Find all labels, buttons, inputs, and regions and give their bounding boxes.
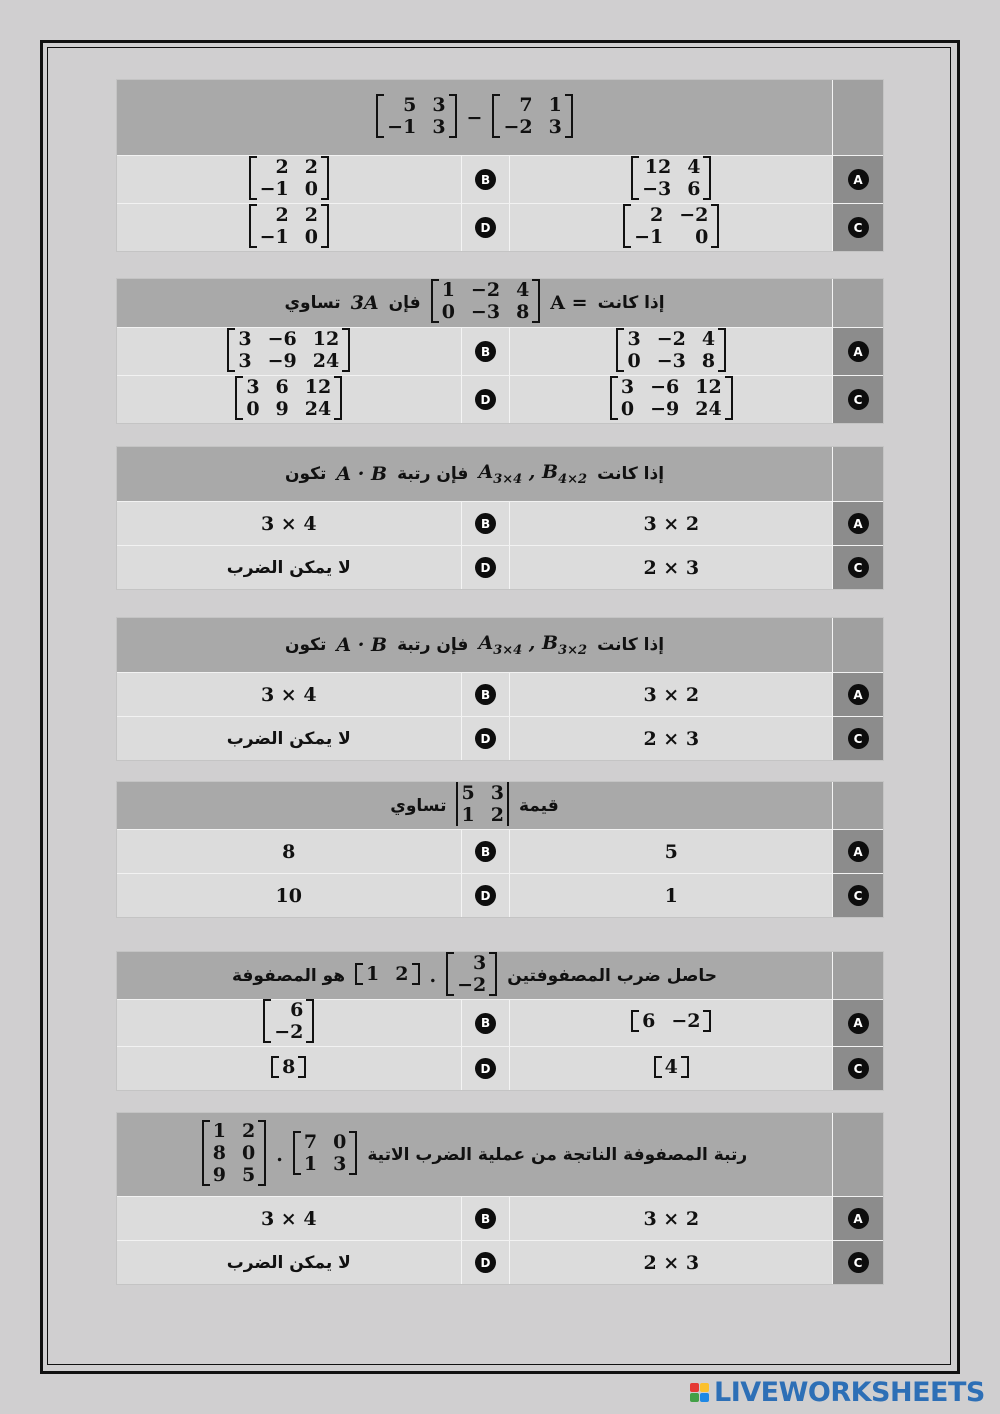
option-a-badge[interactable]: A (848, 169, 869, 190)
stem-matrix (376, 94, 456, 142)
matrix-cell: 2 (650, 203, 664, 226)
question-text: حاصل ضرب المصفوفتين (507, 965, 718, 986)
question-text: إذا كانت (597, 635, 665, 655)
option-text: 3 × 4 (260, 1207, 317, 1230)
matrix-cell: 9 (275, 397, 289, 420)
matrix-cell: 2 (304, 203, 318, 226)
expression: 3A (350, 292, 379, 314)
matrix-cell: 12 (695, 375, 722, 398)
stem-matrix (293, 1131, 357, 1179)
matrix-cell: −3 (470, 301, 501, 323)
matrix-cell: −1 (259, 225, 289, 248)
option-d[interactable] (117, 546, 461, 589)
option-text: 3 × 4 (260, 683, 317, 706)
option-matrix (263, 999, 314, 1047)
question-1 (116, 79, 884, 252)
matrix-cell: 0 (304, 177, 318, 200)
option-b-badge[interactable]: B (475, 1208, 496, 1229)
matrix-cell: −9 (650, 397, 680, 420)
matrix-cell: 1 (366, 962, 380, 985)
matrix-cell: 0 (333, 1130, 347, 1153)
question-7 (116, 1112, 884, 1285)
option-row (117, 829, 883, 873)
question-text: تكون (284, 635, 327, 655)
matrix-cell: 2 (275, 203, 289, 226)
option-row (117, 1196, 883, 1240)
option-d-badge[interactable]: D (475, 217, 496, 238)
option-c-badge[interactable]: C (848, 217, 869, 238)
operator: − (466, 106, 483, 129)
option-d[interactable] (117, 1047, 461, 1090)
question-row (117, 952, 883, 999)
option-b[interactable] (117, 502, 461, 545)
option-a[interactable] (510, 673, 832, 716)
matrix-cell: 1 (441, 279, 455, 301)
option-a[interactable] (510, 1197, 832, 1240)
matrix-cell: 4 (687, 155, 701, 178)
matrix-cell: 3 (432, 115, 446, 138)
question-row (117, 1113, 883, 1196)
option-d-badge[interactable]: D (475, 389, 496, 410)
option-c-badge[interactable]: C (848, 885, 869, 906)
option-b-badge[interactable]: B (475, 1013, 496, 1034)
matrix-cell: 4 (701, 327, 716, 350)
question-row (117, 782, 883, 829)
option-b[interactable] (117, 830, 461, 873)
option-row (117, 375, 883, 423)
option-matrix (235, 376, 342, 424)
matrix-cell: −2 (656, 327, 686, 350)
option-matrix (623, 204, 719, 252)
stem-matrix (355, 963, 419, 989)
liveworksheets-logo (690, 1377, 985, 1408)
matrix-cell: 1 (212, 1119, 227, 1142)
matrix-cell: 9 (212, 1163, 227, 1186)
option-matrix (631, 1010, 711, 1036)
matrix-cell: 5 (461, 781, 475, 804)
option-row (117, 999, 883, 1046)
question-4 (116, 617, 884, 761)
option-b-badge[interactable]: B (475, 341, 496, 362)
option-d-badge[interactable]: D (475, 885, 496, 906)
expression: A · B (336, 634, 388, 656)
option-c[interactable] (510, 376, 832, 423)
question-text: تساوي (284, 293, 341, 313)
matrix-cell: 24 (312, 349, 340, 372)
matrix-cell: 0 (304, 225, 318, 248)
question-text: قيمة (518, 795, 559, 816)
option-c[interactable] (510, 204, 832, 251)
matrix-cell: 24 (304, 397, 332, 420)
matrix-cell: 6 (275, 375, 289, 398)
option-d[interactable] (117, 717, 461, 760)
matrix-cell: 3 (432, 93, 446, 116)
option-a[interactable] (510, 328, 832, 375)
option-text: 3 × 2 (643, 512, 700, 535)
option-b[interactable] (117, 673, 461, 716)
matrix-cell: 7 (519, 93, 533, 116)
dot-operator: . (276, 1143, 283, 1166)
option-text: 5 (664, 840, 678, 863)
option-a-badge[interactable]: A (848, 841, 869, 862)
dot-operator: . (429, 964, 437, 987)
option-a-badge[interactable]: A (848, 513, 869, 534)
matrix-cell: 24 (695, 397, 722, 420)
option-row (117, 716, 883, 760)
option-c[interactable] (510, 546, 832, 589)
option-row (117, 873, 883, 917)
option-matrix (616, 328, 726, 376)
option-matrix (227, 328, 350, 376)
option-b-badge[interactable]: B (475, 684, 496, 705)
option-b-badge[interactable]: B (475, 841, 496, 862)
matrix-cell: 0 (242, 1141, 256, 1164)
expression: A · B (336, 463, 388, 485)
option-d-badge[interactable]: D (475, 557, 496, 578)
option-text: 8 (282, 840, 296, 863)
question-row (117, 618, 883, 672)
matrix-name: A = (550, 292, 588, 314)
matrix-cell: 2 (242, 1119, 256, 1142)
option-matrix (654, 1056, 689, 1082)
option-matrix (249, 156, 329, 204)
matrix-cell: 0 (246, 397, 260, 420)
question-text: هو المصفوفة (231, 965, 346, 986)
question-text: إذا كانت (597, 464, 665, 484)
determinant (456, 782, 508, 830)
matrix-cell: −6 (267, 327, 297, 350)
option-row (117, 545, 883, 589)
option-text: 2 × 3 (643, 1251, 700, 1274)
matrix-cell: 0 (620, 397, 635, 420)
option-row (117, 155, 883, 203)
option-d[interactable] (117, 204, 461, 251)
option-d[interactable] (117, 1241, 461, 1284)
option-a[interactable] (510, 830, 832, 873)
option-text: 3 × 4 (260, 512, 317, 535)
matrix-cell: 12 (312, 327, 340, 350)
option-d-badge[interactable]: D (475, 1058, 496, 1079)
matrix-cell: −6 (650, 375, 680, 398)
logo-mark-icon (690, 1383, 709, 1402)
option-c[interactable] (510, 1241, 832, 1284)
option-d-badge[interactable]: D (475, 728, 496, 749)
option-a[interactable] (510, 156, 832, 203)
matrix-cell: 2 (275, 155, 289, 178)
option-a-badge[interactable]: A (848, 1013, 869, 1034)
matrix-cell: −3 (642, 177, 672, 200)
question-text: تكون (284, 464, 327, 484)
option-text: لا يمكن الضرب (226, 1252, 351, 1273)
option-b[interactable] (117, 1000, 461, 1046)
question-text: فإن رتبة (397, 464, 469, 484)
option-a-badge[interactable]: A (848, 341, 869, 362)
matrix-cell: 0 (441, 301, 455, 323)
matrix-cell: 6 (642, 1010, 656, 1032)
matrix-cell: 3 (473, 951, 487, 974)
matrix-cell: −9 (267, 349, 297, 372)
logo-text: LIVEWORKSHEETS (714, 1377, 985, 1408)
option-row (117, 1240, 883, 1284)
matrix-cell: −1 (634, 225, 664, 248)
option-text: 10 (275, 884, 302, 907)
option-b-badge[interactable]: B (475, 169, 496, 190)
matrix-cell: 8 (282, 1055, 296, 1078)
matrix-cell: 2 (490, 803, 504, 826)
matrix-cell: 3 (627, 327, 641, 350)
option-c-badge[interactable]: C (848, 1252, 869, 1273)
matrix-cell: 1 (548, 93, 562, 116)
matrix-cell: 3 (490, 781, 504, 804)
matrix-cell: −2 (679, 203, 709, 226)
matrix-cell: 12 (644, 155, 672, 178)
question-row (117, 80, 883, 155)
matrix-cell: 1 (461, 803, 475, 826)
question-row (117, 447, 883, 501)
matrix-cell: −1 (259, 177, 289, 200)
matrix-cell: −2 (457, 973, 487, 996)
option-a-badge[interactable]: A (848, 684, 869, 705)
option-row (117, 203, 883, 251)
option-a[interactable] (510, 1000, 832, 1046)
option-c[interactable] (510, 717, 832, 760)
option-text: لا يمكن الضرب (226, 728, 351, 749)
matrix-cell: 8 (212, 1141, 227, 1164)
option-c-badge[interactable]: C (848, 557, 869, 578)
matrix-cell: 3 (238, 349, 252, 372)
matrix-cell: 6 (290, 999, 304, 1021)
option-text: 1 (664, 884, 678, 907)
option-text: 2 × 3 (643, 556, 700, 579)
matrix-cell: 2 (304, 155, 318, 178)
matrix-cell: 0 (627, 349, 641, 372)
matrix-cell: 12 (304, 375, 332, 398)
option-matrix (249, 204, 329, 252)
question-text: فإن (388, 293, 421, 313)
matrix-cell: 3 (333, 1152, 347, 1175)
matrix-cell: 0 (695, 225, 709, 248)
matrix-orders: $A_{3\times 4}$ , $B_{3\times 2}$ (478, 632, 588, 658)
option-text: 3 × 2 (643, 683, 700, 706)
matrix-cell: 6 (687, 177, 701, 200)
option-b[interactable] (117, 156, 461, 203)
option-matrix (271, 1056, 306, 1082)
matrix-cell: 4 (516, 279, 530, 301)
matrix-cell: 8 (701, 349, 716, 372)
matrix-cell: 2 (395, 962, 409, 985)
option-b[interactable] (117, 1197, 461, 1240)
matrix-orders: $A_{3\times 4}$ , $B_{4\times 2}$ (478, 461, 588, 487)
option-c-badge[interactable]: C (848, 389, 869, 410)
matrix-cell: 5 (403, 93, 417, 116)
question-text: إذا كانت (597, 293, 665, 313)
option-c-badge[interactable]: C (848, 728, 869, 749)
question-2 (116, 278, 884, 424)
matrix-cell: −3 (656, 349, 686, 372)
question-3 (116, 446, 884, 590)
question-text: تساوي (390, 795, 447, 816)
option-d[interactable] (117, 376, 461, 423)
matrix-cell: 3 (238, 327, 252, 350)
option-text: لا يمكن الضرب (226, 557, 351, 578)
option-a-badge[interactable]: A (848, 1208, 869, 1229)
matrix-cell: 4 (664, 1055, 678, 1078)
question-row (117, 279, 883, 327)
matrix-cell: −1 (387, 115, 417, 138)
matrix-cell: −2 (470, 279, 501, 301)
option-c[interactable] (510, 1047, 832, 1090)
option-b[interactable] (117, 328, 461, 375)
matrix-cell: 1 (303, 1152, 318, 1175)
matrix-cell: −2 (671, 1010, 701, 1032)
option-d-badge[interactable]: D (475, 1252, 496, 1273)
stem-matrix (492, 94, 572, 142)
stem-matrix (202, 1120, 266, 1190)
option-text: 2 × 3 (643, 727, 700, 750)
matrix-cell: 8 (516, 301, 530, 323)
question-text: فإن رتبة (397, 635, 469, 655)
stem-matrix (446, 952, 497, 1000)
matrix-cell: −2 (274, 1021, 304, 1043)
option-row (117, 501, 883, 545)
matrix-cell: 3 (246, 375, 260, 398)
option-row (117, 327, 883, 375)
option-row (117, 672, 883, 716)
matrix-cell: 7 (303, 1130, 318, 1153)
matrix-cell: 3 (620, 375, 635, 398)
matrix-cell: 5 (242, 1163, 256, 1186)
stem-matrix (431, 279, 541, 327)
option-matrix (610, 376, 733, 424)
option-text: 3 × 2 (643, 1207, 700, 1230)
option-matrix (631, 156, 711, 204)
matrix-cell: 3 (548, 115, 562, 138)
option-b-badge[interactable]: B (475, 513, 496, 534)
question-5 (116, 781, 884, 918)
option-row (117, 1046, 883, 1090)
question-6 (116, 951, 884, 1091)
question-text: رتبة المصفوفة الناتجة من عملية الضرب الاتية (367, 1144, 748, 1165)
option-a[interactable] (510, 502, 832, 545)
option-c-badge[interactable]: C (848, 1058, 869, 1079)
matrix-cell: −2 (503, 115, 533, 138)
option-d[interactable] (117, 874, 461, 917)
option-c[interactable] (510, 874, 832, 917)
